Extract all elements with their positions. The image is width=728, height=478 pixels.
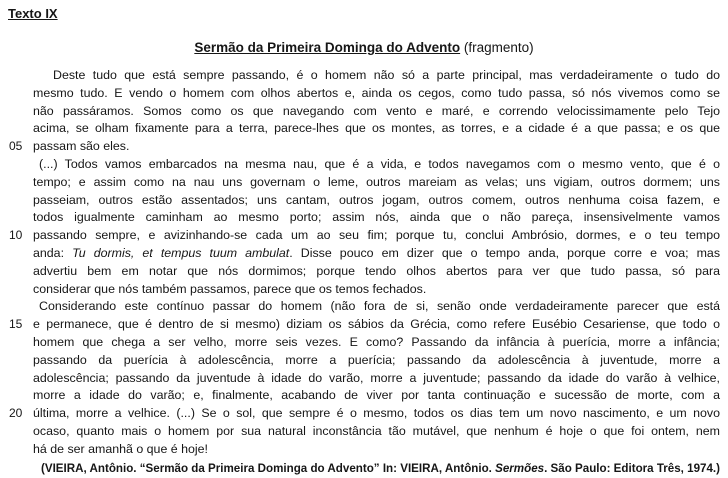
document-title — [0, 39, 728, 57]
text-line — [0, 441, 728, 459]
line-number — [0, 245, 33, 263]
text-line-content — [33, 441, 728, 459]
text-segment: anda: — [33, 245, 73, 260]
text-segment: tempo; e assim como na nau uns governam o leme, outros mareiam as velas; uns vigiam, outros dormem; uns — [33, 174, 720, 189]
text-segment: Considerando este contínuo passar do homem (não fora de si, senão onde verdadeiramente parecer que está — [39, 299, 720, 314]
line-number — [0, 103, 33, 121]
text-line — [0, 405, 728, 423]
text-line — [0, 192, 728, 210]
text-segment: homem que chega a ser velho, morre seis vezes. E como? Passando da infância à puerícia, morre a infância; — [33, 334, 720, 349]
text-line — [0, 156, 728, 174]
line-number — [0, 263, 33, 281]
line-number — [0, 67, 33, 85]
line-number — [0, 334, 33, 352]
text-line — [0, 209, 728, 227]
text-line-content — [33, 227, 728, 245]
text-line — [0, 298, 728, 316]
text-segment: última, morre a velhice. (...) Se o sol, que sempre é o mesmo, todos os dias tem um novo nascimento, e um novo — [33, 406, 720, 421]
text-segment: mesmo tudo. E vendo o homem com olhos abertos e, ainda os cegos, como tudo passa, só nós vivemos como se — [33, 85, 720, 100]
text-line — [0, 174, 728, 192]
text-segment: advertiu bem em notar que nós dormimos; porque tendo olhos abertos para ver que tudo passa, só para — [33, 263, 720, 278]
text-segment: e permanece, que é dentro de si mesmo) diziam os sábios da Grécia, como refere Eusébio Cesariense, que todo o — [33, 317, 720, 332]
text-line — [0, 138, 728, 156]
text-line — [0, 85, 728, 103]
text-segment: não passáramos. Somos como os que navegando com vento e maré, e correndo velocissimamente pelo Tejo — [33, 103, 720, 118]
text-line-content — [33, 103, 728, 121]
text-line — [0, 281, 728, 299]
line-number — [0, 120, 33, 138]
title-suffix: (fragmento) — [460, 40, 534, 55]
line-number — [0, 387, 33, 405]
citation-segment: (VIEIRA, Antônio. “Sermão da Primeira Dominga do Advento” In: VIEIRA, Antônio. — [40, 461, 496, 475]
text-line — [0, 120, 728, 138]
text-line-content — [33, 67, 728, 85]
text-segment: passeiam, outros estão assentados; uns cantam, outros jogam, outros comem, outros nenhuma coisa fazem, e — [33, 192, 720, 207]
line-number — [0, 352, 33, 370]
line-number — [0, 209, 33, 227]
text-line-content — [33, 245, 728, 263]
text-line — [0, 387, 728, 405]
text-label: Texto IX — [8, 6, 58, 21]
text-segment: ocaso, quanto mais o homem por sua natural inconstância tão mutável, que nenhum é hoje o que foi ontem, nem — [33, 423, 720, 438]
text-segment: passam são eles. — [33, 139, 130, 154]
line-number — [0, 423, 33, 441]
line-number — [0, 298, 33, 316]
text-line-content — [33, 352, 728, 370]
text-line-content — [33, 263, 728, 281]
text-line-content — [33, 85, 728, 103]
text-segment: passando da puerícia à adolescência, morre a puerícia; passando da adolescência à juventude, morre a — [33, 352, 720, 367]
text-segment: Deste tudo que está sempre passando, é o homem não só a parte principal, mas verdadeiramente o tudo do — [53, 68, 720, 82]
line-number: 20 — [9, 406, 23, 421]
text-segment: acima, se olham fixamente para a terra, parece-lhes que os montes, as torres, e a cidade é a que passa; e os que — [33, 121, 720, 136]
text-line — [0, 67, 728, 85]
text-line-content — [33, 298, 728, 316]
line-number — [0, 281, 33, 299]
line-number — [0, 85, 33, 103]
text-line-content — [33, 156, 728, 174]
text-line — [0, 423, 728, 441]
text-line — [0, 263, 728, 281]
text-line-content — [33, 120, 728, 138]
text-line-content — [33, 138, 728, 156]
text-line — [0, 316, 728, 334]
text-segment: passando sempre, e avizinhando-se cada um ao seu fim; porque tu, conclui Ambrósio, dormes, e o teu tempo — [33, 228, 720, 243]
text-line — [0, 227, 728, 245]
text-line-content — [33, 174, 728, 192]
citation-work-title: Sermões — [495, 461, 545, 475]
title-underlined: Sermão da Primeira Dominga do Advento — [194, 40, 461, 55]
text-segment: há de ser amanhã o que é hoje! — [33, 441, 208, 456]
text-line-content — [33, 405, 728, 423]
text-line-content — [33, 334, 728, 352]
line-number: 10 — [9, 228, 23, 243]
line-number: 05 — [9, 139, 23, 154]
text-line — [0, 334, 728, 352]
text-segment: considerar que nós também passamos, parece que os temos fechados. — [33, 281, 427, 296]
text-segment: todos igualmente caminham ao mesmo porto; assim nós, ainda que o não pareça, insensivelmente vamos — [33, 210, 720, 225]
text-line-content — [33, 192, 728, 210]
text-line — [0, 103, 728, 121]
line-number — [0, 174, 33, 192]
text-segment: . Disse pouco em dizer que o tempo anda, porque corre e voa; mas — [289, 245, 721, 260]
text-line-content — [33, 387, 728, 405]
text-line-content — [33, 316, 728, 334]
text-line — [0, 245, 728, 263]
text-line-content — [33, 423, 728, 441]
text-line-content — [33, 281, 728, 299]
text-line-content — [33, 209, 728, 227]
line-number — [0, 192, 33, 210]
text-body — [0, 67, 728, 459]
citation — [0, 461, 728, 476]
line-number — [0, 156, 33, 174]
text-segment: adolescência; passando da juventude à idade do varão, morre a juventude; passando da idade do varão à velhice, — [33, 370, 720, 385]
text-segment: (...) Todos vamos embarcados na mesma nau, que é a vida, e todos navegamos com o mesmo vento, que é o — [39, 156, 720, 171]
latin-quote-italic: Tu dormis, et tempus tuum ambulat — [72, 245, 290, 260]
text-segment: morre a idade do varão; e, finalmente, acabando de viver por tanta continuação e sucessão de morte, com a — [33, 388, 720, 403]
line-number — [0, 441, 33, 459]
line-number — [0, 370, 33, 388]
text-line-content — [33, 370, 728, 388]
text-line — [0, 352, 728, 370]
citation-segment: . São Paulo: Editora Três, 1974.) — [544, 461, 720, 475]
line-number: 15 — [9, 317, 23, 332]
text-line — [0, 370, 728, 388]
